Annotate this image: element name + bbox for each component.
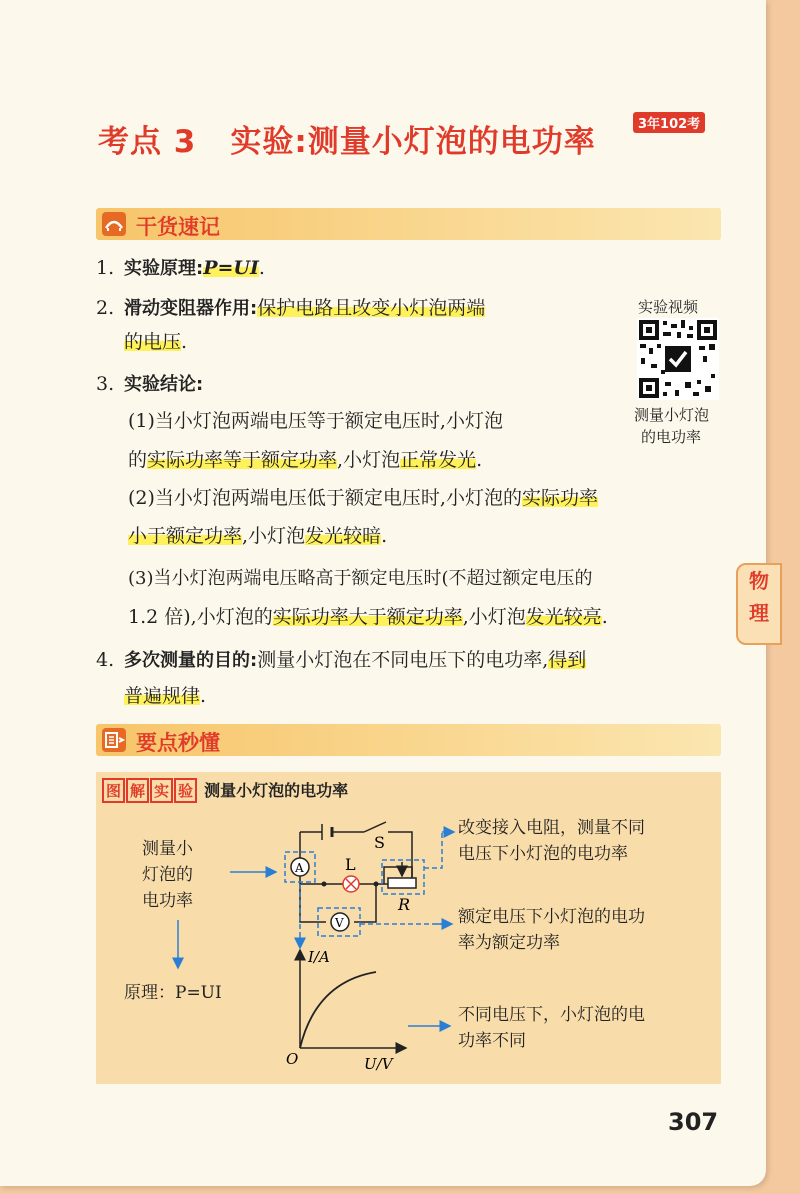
section-label-summary: 干货速记 <box>136 215 220 239</box>
item-tail: . <box>181 331 188 353</box>
x-axis-label: U/V <box>364 1055 393 1073</box>
conclusion-3a: (3)当小灯泡两端电压略高于额定电压时(不超过额定电压的 <box>128 568 593 589</box>
item-highlight: 得到 <box>548 649 587 671</box>
note-2a: 额定电压下小灯泡的电功 <box>458 907 645 927</box>
lamp-label: L <box>345 855 356 874</box>
diagram-caption: 测量小灯泡的电功率 <box>204 781 349 800</box>
section-bar-summary <box>96 208 721 240</box>
rheostat-label: R <box>398 895 411 914</box>
conclusion-3b: 1.2 倍),小灯泡的实际功率大于额定功率,小灯泡发光较亮. <box>128 606 608 628</box>
conclusion-2b: 小于额定功率,小灯泡发光较暗. <box>128 525 388 547</box>
qr-code[interactable] <box>637 318 719 400</box>
left-label-3: 电功率 <box>142 891 193 911</box>
conclusion-1b: 的实际功率等于额定功率,小灯泡正常发光. <box>128 449 483 471</box>
subject-tab-char-1: 物 <box>749 569 769 593</box>
list-item-4 <box>96 643 586 678</box>
qr-bottom-label-1: 测量小灯泡 <box>634 406 710 424</box>
note-1a: 改变接入电阻，测量不同 <box>458 818 645 838</box>
page-title <box>98 116 596 161</box>
item-body: 的电压 <box>124 331 182 353</box>
principle-label: 原理：P=UI <box>124 983 222 1003</box>
illustrated-experiment <box>96 772 721 1084</box>
item-4-continuation: 普遍规律. <box>124 685 207 707</box>
item-tail: . <box>258 257 265 279</box>
item-number: 4. <box>96 649 115 671</box>
left-label-1: 测量小 <box>142 839 193 859</box>
circuit-and-graph <box>96 772 721 1084</box>
keypoints-icon <box>102 728 126 752</box>
item-number: 1. <box>96 257 115 279</box>
header-box-char: 解 <box>126 778 149 803</box>
item-number: 3. <box>96 373 115 395</box>
note-3a: 不同电压下，小灯泡的电 <box>458 1005 645 1025</box>
rheostat-symbol <box>388 878 416 888</box>
qr-top-label: 实验视频 <box>638 298 699 316</box>
page-number: 307 <box>668 1108 719 1136</box>
section-bar-keypoints <box>96 724 721 756</box>
list-item-1 <box>96 251 265 286</box>
list-item-3 <box>96 367 203 402</box>
conclusion-1a: (1)当小灯泡两端电压等于额定电压时,小灯泡 <box>128 410 503 432</box>
title-main: 实验:测量小灯泡的电功率 <box>230 124 596 160</box>
item-heading: 多次测量的目的: <box>124 650 258 671</box>
subject-tab-char-2: 理 <box>749 601 769 625</box>
formula: P=UI <box>203 257 259 279</box>
switch-label: S <box>374 833 385 852</box>
y-axis-label: I/A <box>308 948 330 966</box>
origin-label: O <box>286 1050 299 1068</box>
rheostat-dashed-box <box>382 860 424 894</box>
section-label-keypoints: 要点秒懂 <box>136 731 220 755</box>
header-box-char: 验 <box>174 778 197 803</box>
qr-bottom-label-2: 的电功率 <box>641 428 702 446</box>
note-2b: 率为额定功率 <box>458 933 560 953</box>
item-body: 保护电路且改变小灯泡两端 <box>257 297 486 319</box>
item-body: 测量小灯泡在不同电压下的电功率, <box>257 649 549 671</box>
ammeter-letter: A <box>295 861 304 875</box>
list-item-2 <box>96 291 485 326</box>
voltmeter-letter: V <box>335 916 344 930</box>
item-2-continuation <box>124 325 187 359</box>
note-1b: 电压下小灯泡的电功率 <box>458 844 628 864</box>
header-box-char: 图 <box>102 778 125 803</box>
item-number: 2. <box>96 297 115 319</box>
circuit-diagram <box>300 822 412 922</box>
left-label-2: 灯泡的 <box>142 865 193 885</box>
item-heading: 实验结论: <box>124 374 204 395</box>
subject-tab[interactable] <box>736 563 782 645</box>
exam-frequency-badge: 3年102考 <box>633 112 705 133</box>
header-box-char: 实 <box>150 778 173 803</box>
item-heading: 滑动变阻器作用: <box>124 298 258 319</box>
item-heading: 实验原理: <box>124 258 204 279</box>
note-3b: 功率不同 <box>458 1031 526 1051</box>
summary-icon <box>102 212 126 236</box>
title-prefix: 考点 3 <box>98 124 197 160</box>
battery-symbol <box>322 824 332 840</box>
conclusion-2a: (2)当小灯泡两端电压低于额定电压时,小灯泡的实际功率 <box>128 487 598 509</box>
